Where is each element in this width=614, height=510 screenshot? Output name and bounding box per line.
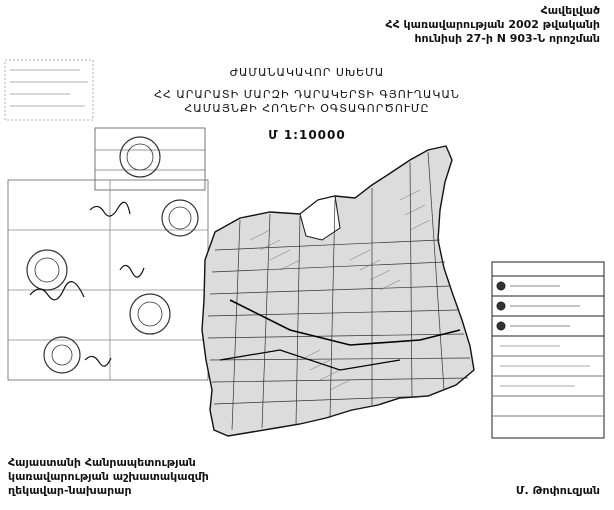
map-subtitle-2: ՀԱՄԱՅՆՔԻ ՀՈՂԵՐԻ ՕԳՏԱԳՈՐԾՈՒՄԸ bbox=[184, 102, 430, 115]
map-scale: Մ 1:10000 bbox=[268, 128, 346, 142]
signatures bbox=[30, 202, 144, 366]
map-subtitle-1: ՀՀ ԱՐԱՐԱՏԻ ՄԱՐԶԻ ԴԱՐԱԿԵՐՏԻ ԳՅՈՒՂԱԿԱՆ bbox=[154, 88, 460, 101]
map-heading: ԺԱՄԱՆԱԿԱՎՈՐ ՍԽԵՄԱ bbox=[229, 66, 385, 79]
seal-stamps bbox=[27, 137, 198, 373]
approval-line-1: Հավելված bbox=[540, 4, 600, 17]
seal-stamp bbox=[27, 250, 67, 290]
signatory-org-line-2: կառավարության աշխատակազմի bbox=[8, 470, 209, 483]
signatory-org-line-1: Հայաստանի Հանրապետության bbox=[8, 456, 196, 469]
approval-line-2: ՀՀ կառավարության 2002 թվականի bbox=[385, 18, 600, 31]
signatory-name: Մ. Թոփուզյան bbox=[515, 484, 600, 497]
seal-stamp bbox=[120, 137, 160, 177]
seal-stamp bbox=[44, 337, 80, 373]
signatory-org bbox=[8, 456, 209, 498]
signatory-org-line-3: ղեկավար-նախարար bbox=[8, 484, 132, 497]
approval-line-3: հունիսի 27-ի N 903-Ն որոշման bbox=[414, 32, 600, 45]
seal-stamp bbox=[130, 294, 170, 334]
seal-stamp bbox=[162, 200, 198, 236]
cadastral-map bbox=[202, 146, 474, 436]
stamps-area bbox=[5, 60, 208, 380]
legend-panel bbox=[492, 262, 604, 438]
